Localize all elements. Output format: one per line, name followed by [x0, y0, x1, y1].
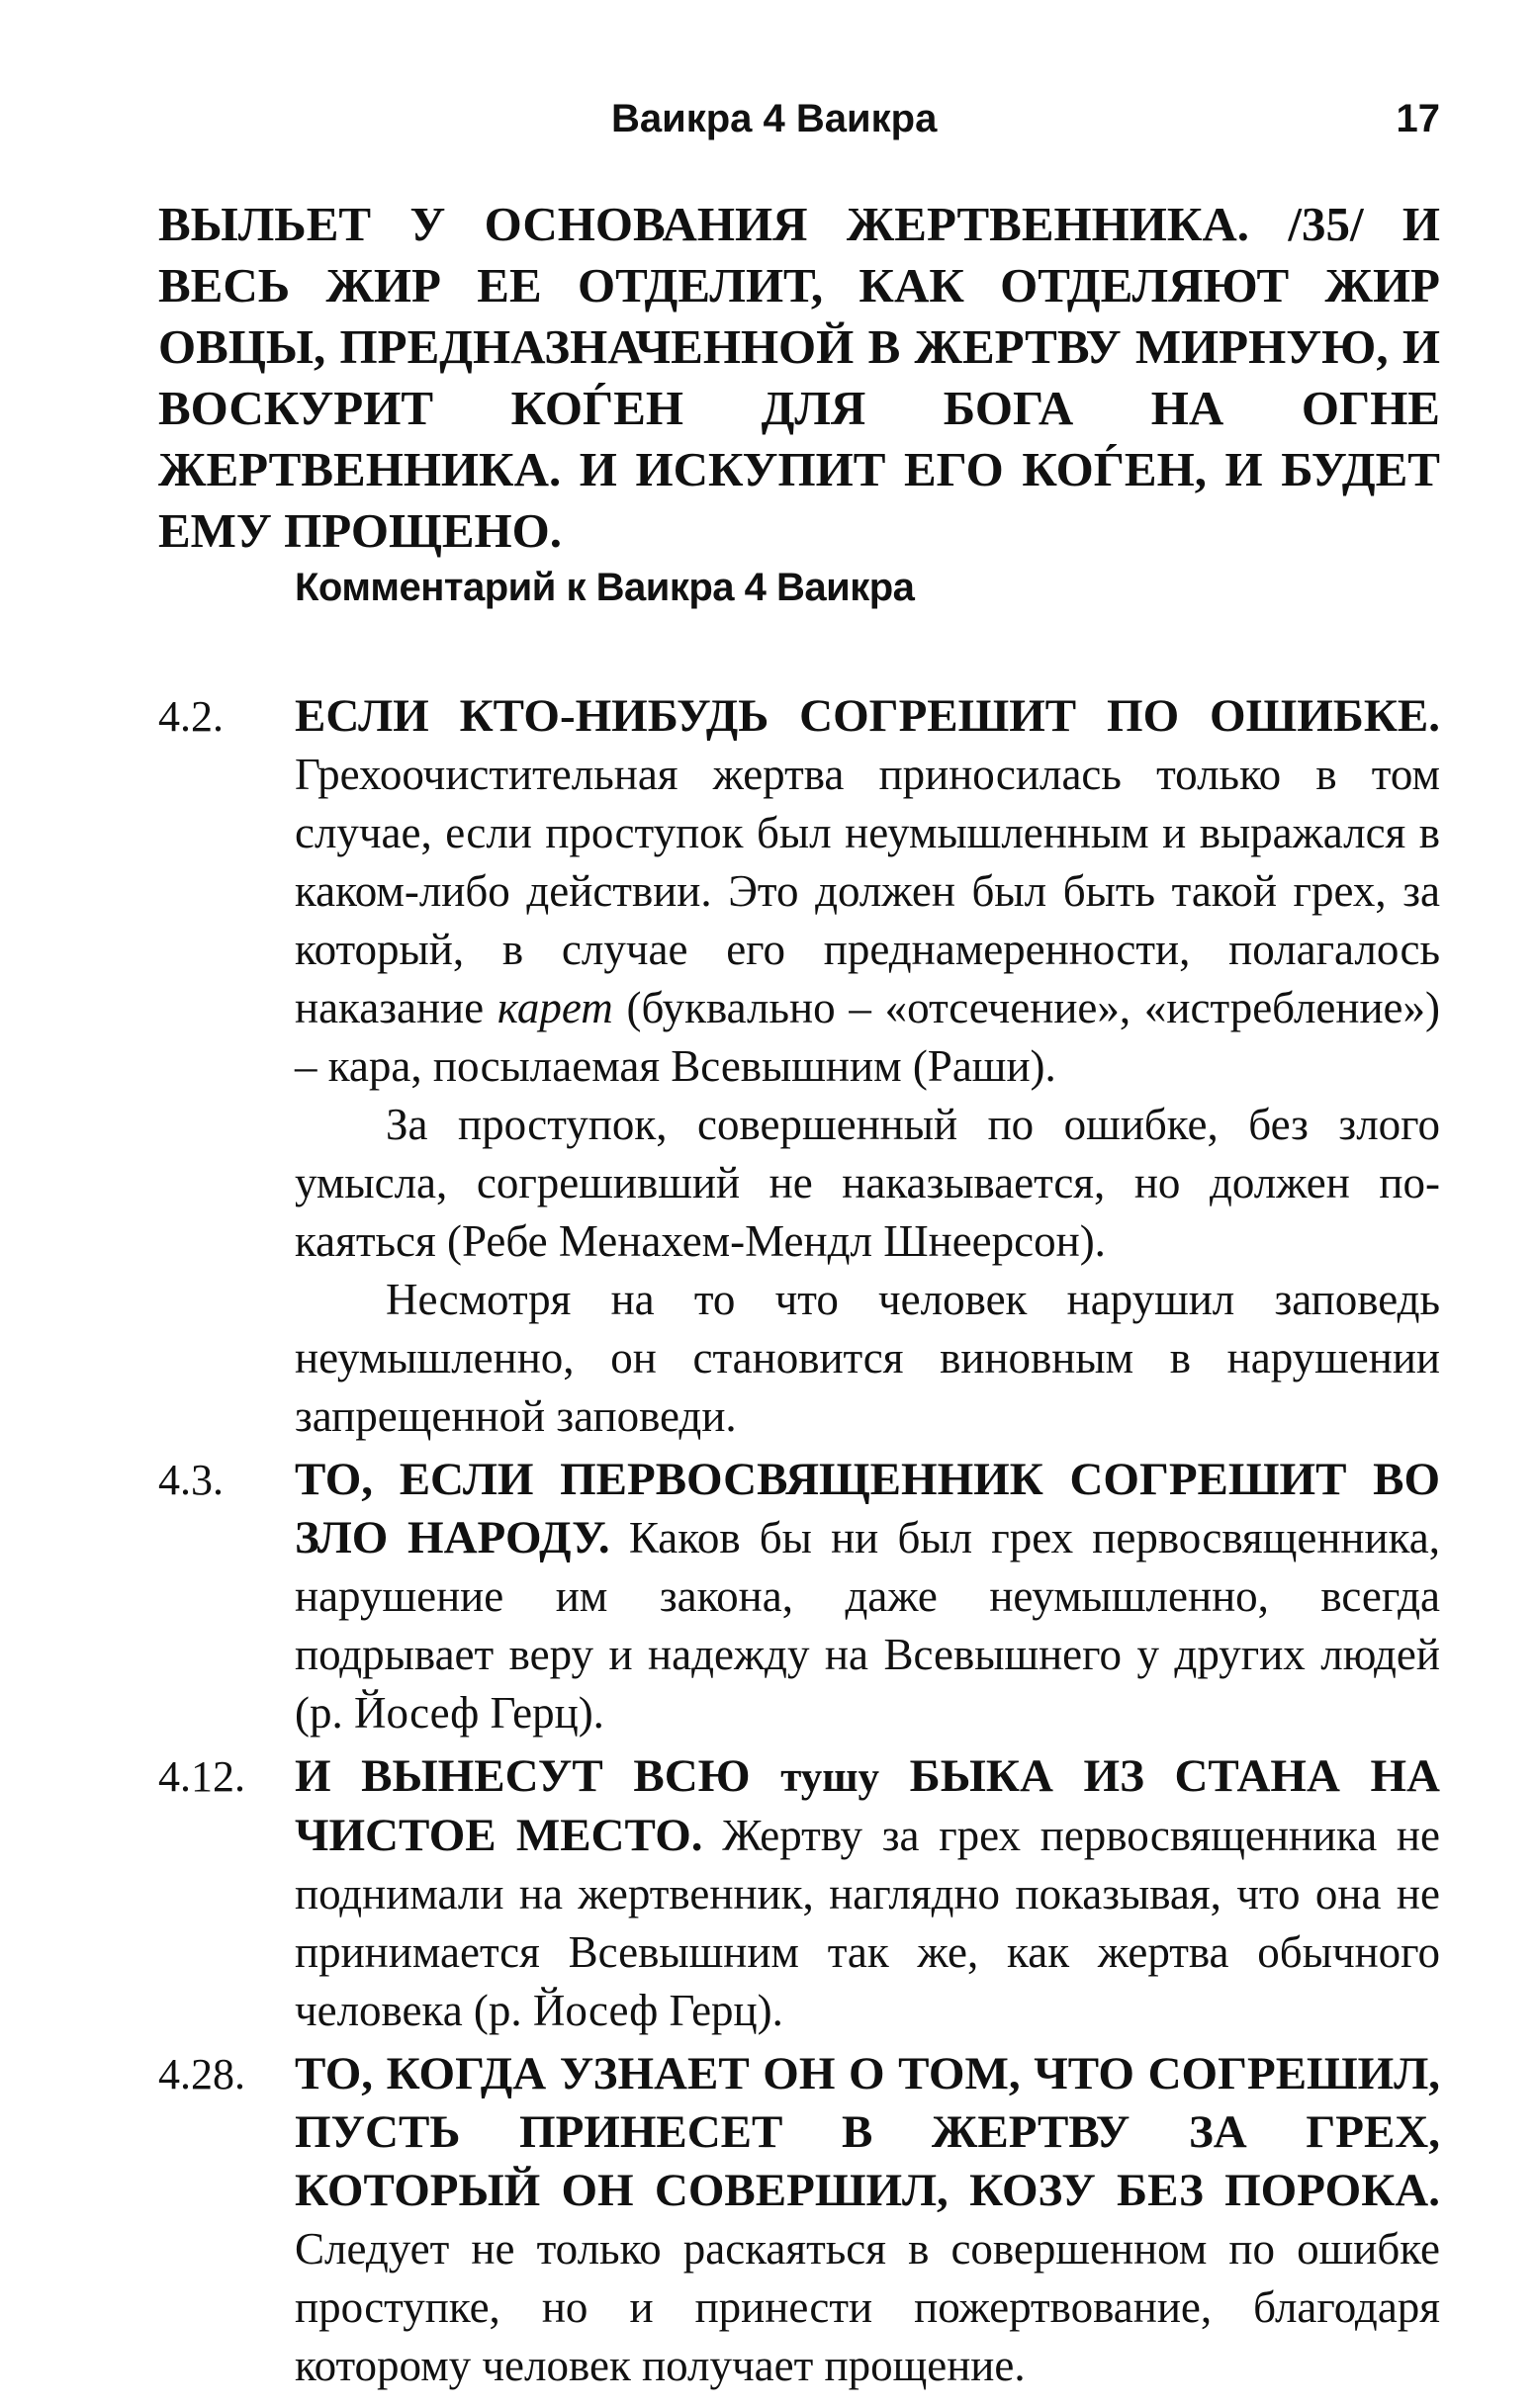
note-reference: 4.28. — [158, 2050, 245, 2098]
note-reference: 4.2. — [158, 692, 224, 741]
note-paragraph: Несмотря на то что человек нарушил заповедь неумышленно, он становится виновным в нарушении запрещенной заповеди. — [295, 1275, 1440, 1441]
note-headword: БЫКА ИЗ СТАНА НА ЧИСТОЕ МЕСТО. — [295, 1750, 1440, 1861]
note-headword: ЕСЛИ КТО-НИБУДЬ СОГРЕШИТ ПО ОШИБКЕ. — [295, 690, 1440, 742]
note-body — [295, 1451, 1440, 1742]
note-headword: ТО, КОГДА УЗНАЕТ ОН О ТОМ, ЧТО СОГРЕШИЛ, ПУСТЬ ПРИНЕСЕТ В ЖЕРТВУ ЗА ГРЕХ, КОТОРЫЙ ОН СОВЕРШИЛ, КОЗУ БЕЗ ПОРОКА. — [295, 2048, 1440, 2216]
note-text: (буквально – «отсечение», «истребление») – кара, посылаемая Всевышним (Раши). — [295, 983, 1440, 1091]
note-body — [295, 2045, 1440, 2395]
note-4-12 — [158, 1747, 1440, 2040]
book-page — [158, 0, 1440, 2408]
note-paragraph — [295, 1451, 1440, 1742]
note-text: Следует не только раскаяться в совершенном по ошибке проступке, но и принести пожертвование, благодаря которому человек получает прощение. — [295, 2224, 1440, 2390]
commentary-heading: Комментарий к Ваикра 4 Ваикра — [295, 566, 915, 609]
running-title: Ваикра 4 Ваикра — [611, 97, 938, 140]
note-4-28 — [158, 2045, 1440, 2395]
note-text: Грехоочистительная жертва приносилась только в том случае, если проступок был неумышленным и выражался в каком-либо действии. Это должен был быть такой грех, за который, в случае его преднамеренности, полагалось наказание — [295, 750, 1440, 1032]
verse-text: ВЫЛЬЕТ У ОСНОВАНИЯ ЖЕРТВЕННИКА. /35/ И ВЕСЬ ЖИР ЕЕ ОТДЕЛИТ, КАК ОТДЕЛЯЮТ ЖИР ОВЦЫ, ПРЕДНАЗНАЧЕННОЙ В ЖЕРТВУ МИРНУЮ, И ВОСКУРИТ КОЃЕН ДЛЯ БОГА НА ОГНЕ ЖЕРТВЕННИКА. И ИСКУПИТ ЕГО КОЃЕН, И БУДЕТ ЕМУ ПРОЩЕНО. — [158, 197, 1440, 558]
note-paragraph — [295, 687, 1440, 1096]
note-reference: 4.12. — [158, 1752, 245, 1801]
page-number: 17 — [1396, 97, 1440, 140]
commentary-notes — [158, 687, 1440, 2400]
running-header — [158, 97, 1440, 156]
note-paragraph — [295, 2045, 1440, 2395]
note-4-2 — [158, 687, 1440, 1446]
note-text: Каков бы ни был грех первосвященника, нарушение им закона, даже неумышленно, всегда подрывает веру и надежду на Всевышнего у других людей (р. Йосеф Герц). — [295, 1513, 1440, 1738]
note-body — [295, 687, 1440, 1446]
note-paragraph — [295, 1747, 1440, 2040]
note-4-3 — [158, 1451, 1440, 1742]
note-headword: ТО, ЕСЛИ ПЕРВОСВЯЩЕННИК СОГРЕШИТ ВО ЗЛО НАРОДУ. — [295, 1454, 1440, 1563]
note-text: Жертву за грех первосвященника не поднимали на жертвенник, наглядно показывая, что она не принимается Всевышним так же, как жертва обычного человека (р. Йосеф Герц). — [295, 1811, 1440, 2035]
note-reference: 4.3. — [158, 1456, 224, 1504]
note-body — [295, 1747, 1440, 2040]
note-headword: И ВЫНЕСУТ ВСЮ — [295, 1750, 781, 1802]
note-term: карет — [497, 983, 613, 1032]
note-paragraph: За проступок, совершенный по ошибке, без злого умысла, согрешивший не наказывается, но должен покаяться (Ребе Менахем-Мендл Шнеерсон). — [295, 1100, 1440, 1266]
note-headword-lowercase: тушу — [780, 1754, 880, 1801]
